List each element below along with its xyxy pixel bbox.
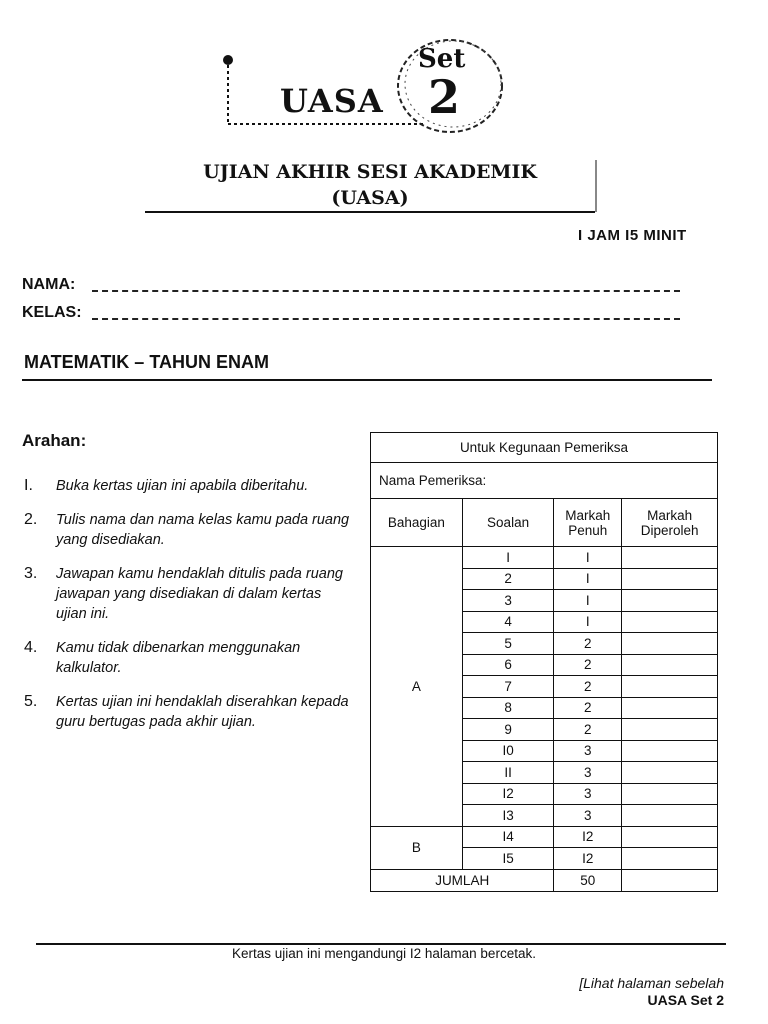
score-rows	[371, 547, 718, 870]
instruction-number: 3.	[24, 565, 38, 582]
instruction-number: 5.	[24, 693, 38, 710]
instruction-item	[24, 510, 354, 550]
set-word: Set	[418, 44, 466, 74]
obtained-mark-cell[interactable]	[622, 740, 718, 762]
full-mark: 3	[554, 740, 622, 762]
full-mark: 3	[554, 783, 622, 805]
obtained-mark-cell[interactable]	[622, 611, 718, 633]
question-number: 6	[462, 654, 554, 676]
obtained-mark-cell[interactable]	[622, 590, 718, 612]
header-section: Bahagian	[371, 499, 463, 547]
obtained-mark-cell[interactable]	[622, 547, 718, 569]
instruction-number: 4.	[24, 639, 38, 656]
instruction-number: I.	[24, 477, 33, 494]
total-mark: 50	[554, 869, 622, 891]
instruction-text: Jawapan kamu hendaklah ditulis pada ruang jawapan yang disediakan di dalam kertas ujian ini.	[56, 566, 343, 622]
table-row	[371, 826, 718, 848]
question-number: 7	[462, 676, 554, 698]
table-title: Untuk Kegunaan Pemeriksa	[371, 433, 718, 463]
examiner-table	[370, 432, 718, 892]
instruction-item	[24, 638, 354, 678]
class-label: KELAS:	[22, 304, 82, 321]
subject-title: MATEMATIK – TAHUN ENAM	[24, 352, 269, 372]
obtained-mark-cell[interactable]	[622, 783, 718, 805]
name-label: NAMA:	[22, 276, 76, 293]
full-mark: I2	[554, 848, 622, 870]
full-mark: I2	[554, 826, 622, 848]
table-row	[371, 547, 718, 569]
obtained-mark-cell[interactable]	[622, 848, 718, 870]
obtained-mark-cell[interactable]	[622, 719, 718, 741]
obtained-mark-cell[interactable]	[622, 568, 718, 590]
question-number: 3	[462, 590, 554, 612]
question-number: 5	[462, 633, 554, 655]
instructions-title: Arahan:	[22, 431, 87, 450]
instruction-number: 2.	[24, 511, 38, 528]
question-number: I0	[462, 740, 554, 762]
total-label: JUMLAH	[371, 869, 554, 891]
section-a: A	[371, 547, 463, 827]
page-count-note: Kertas ujian ini mengandungi I2 halaman bercetak.	[232, 946, 536, 961]
full-mark: I	[554, 547, 622, 569]
next-page-note: [Lihat halaman sebelah	[579, 975, 724, 991]
obtained-mark-cell[interactable]	[622, 697, 718, 719]
obtained-mark-cell[interactable]	[622, 805, 718, 827]
instruction-item	[24, 564, 354, 624]
obtained-mark-cell[interactable]	[622, 676, 718, 698]
header-full-mark: Markah Penuh	[554, 499, 622, 547]
instruction-item	[24, 692, 354, 732]
exam-title-line1: UJIAN AKHIR SESI AKADEMIK	[203, 161, 537, 183]
obtained-mark-cell[interactable]	[622, 826, 718, 848]
question-number: I4	[462, 826, 554, 848]
full-mark: I	[554, 568, 622, 590]
exam-title-line2: (UASA)	[331, 187, 409, 209]
obtained-mark-cell[interactable]	[622, 633, 718, 655]
brand-title: UASA	[280, 82, 384, 120]
total-obtained-cell[interactable]	[622, 869, 718, 891]
instruction-text: Kertas ujian ini hendaklah diserahkan kepada guru bertugas pada akhir ujian.	[56, 694, 349, 730]
full-mark: 3	[554, 805, 622, 827]
question-number: I3	[462, 805, 554, 827]
set-label: UASA Set 2	[647, 992, 724, 1008]
subject-underline	[22, 379, 712, 381]
question-number: II	[462, 762, 554, 784]
instruction-text: Tulis nama dan nama kelas kamu pada ruang yang disediakan.	[56, 512, 350, 548]
question-number: I2	[462, 783, 554, 805]
question-number: 2	[462, 568, 554, 590]
question-number: 4	[462, 611, 554, 633]
title-underline	[145, 211, 595, 213]
full-mark: I	[554, 611, 622, 633]
instruction-text: Buka kertas ujian ini apabila diberitahu.	[56, 478, 309, 494]
question-number: 9	[462, 719, 554, 741]
question-number: 8	[462, 697, 554, 719]
full-mark: I	[554, 590, 622, 612]
question-number: I5	[462, 848, 554, 870]
duration: I JAM I5 MINIT	[578, 227, 687, 244]
set-number: 2	[428, 70, 461, 124]
full-mark: 2	[554, 654, 622, 676]
examiner-name-field[interactable]: Nama Pemeriksa:	[371, 463, 718, 499]
full-mark: 3	[554, 762, 622, 784]
class-field[interactable]	[92, 318, 680, 320]
full-mark: 2	[554, 676, 622, 698]
full-mark: 2	[554, 719, 622, 741]
instruction-text: Kamu tidak dibenarkan menggunakan kalkulator.	[56, 640, 301, 676]
footer-rule	[36, 943, 726, 945]
header-obtained: Markah Diperoleh	[622, 499, 718, 547]
full-mark: 2	[554, 697, 622, 719]
instruction-item	[24, 476, 354, 496]
question-number: I	[462, 547, 554, 569]
full-mark: 2	[554, 633, 622, 655]
header-question: Soalan	[462, 499, 554, 547]
name-field[interactable]	[92, 290, 680, 292]
obtained-mark-cell[interactable]	[622, 762, 718, 784]
title-side-rule	[595, 160, 597, 212]
obtained-mark-cell[interactable]	[622, 654, 718, 676]
section-b: B	[371, 826, 463, 869]
